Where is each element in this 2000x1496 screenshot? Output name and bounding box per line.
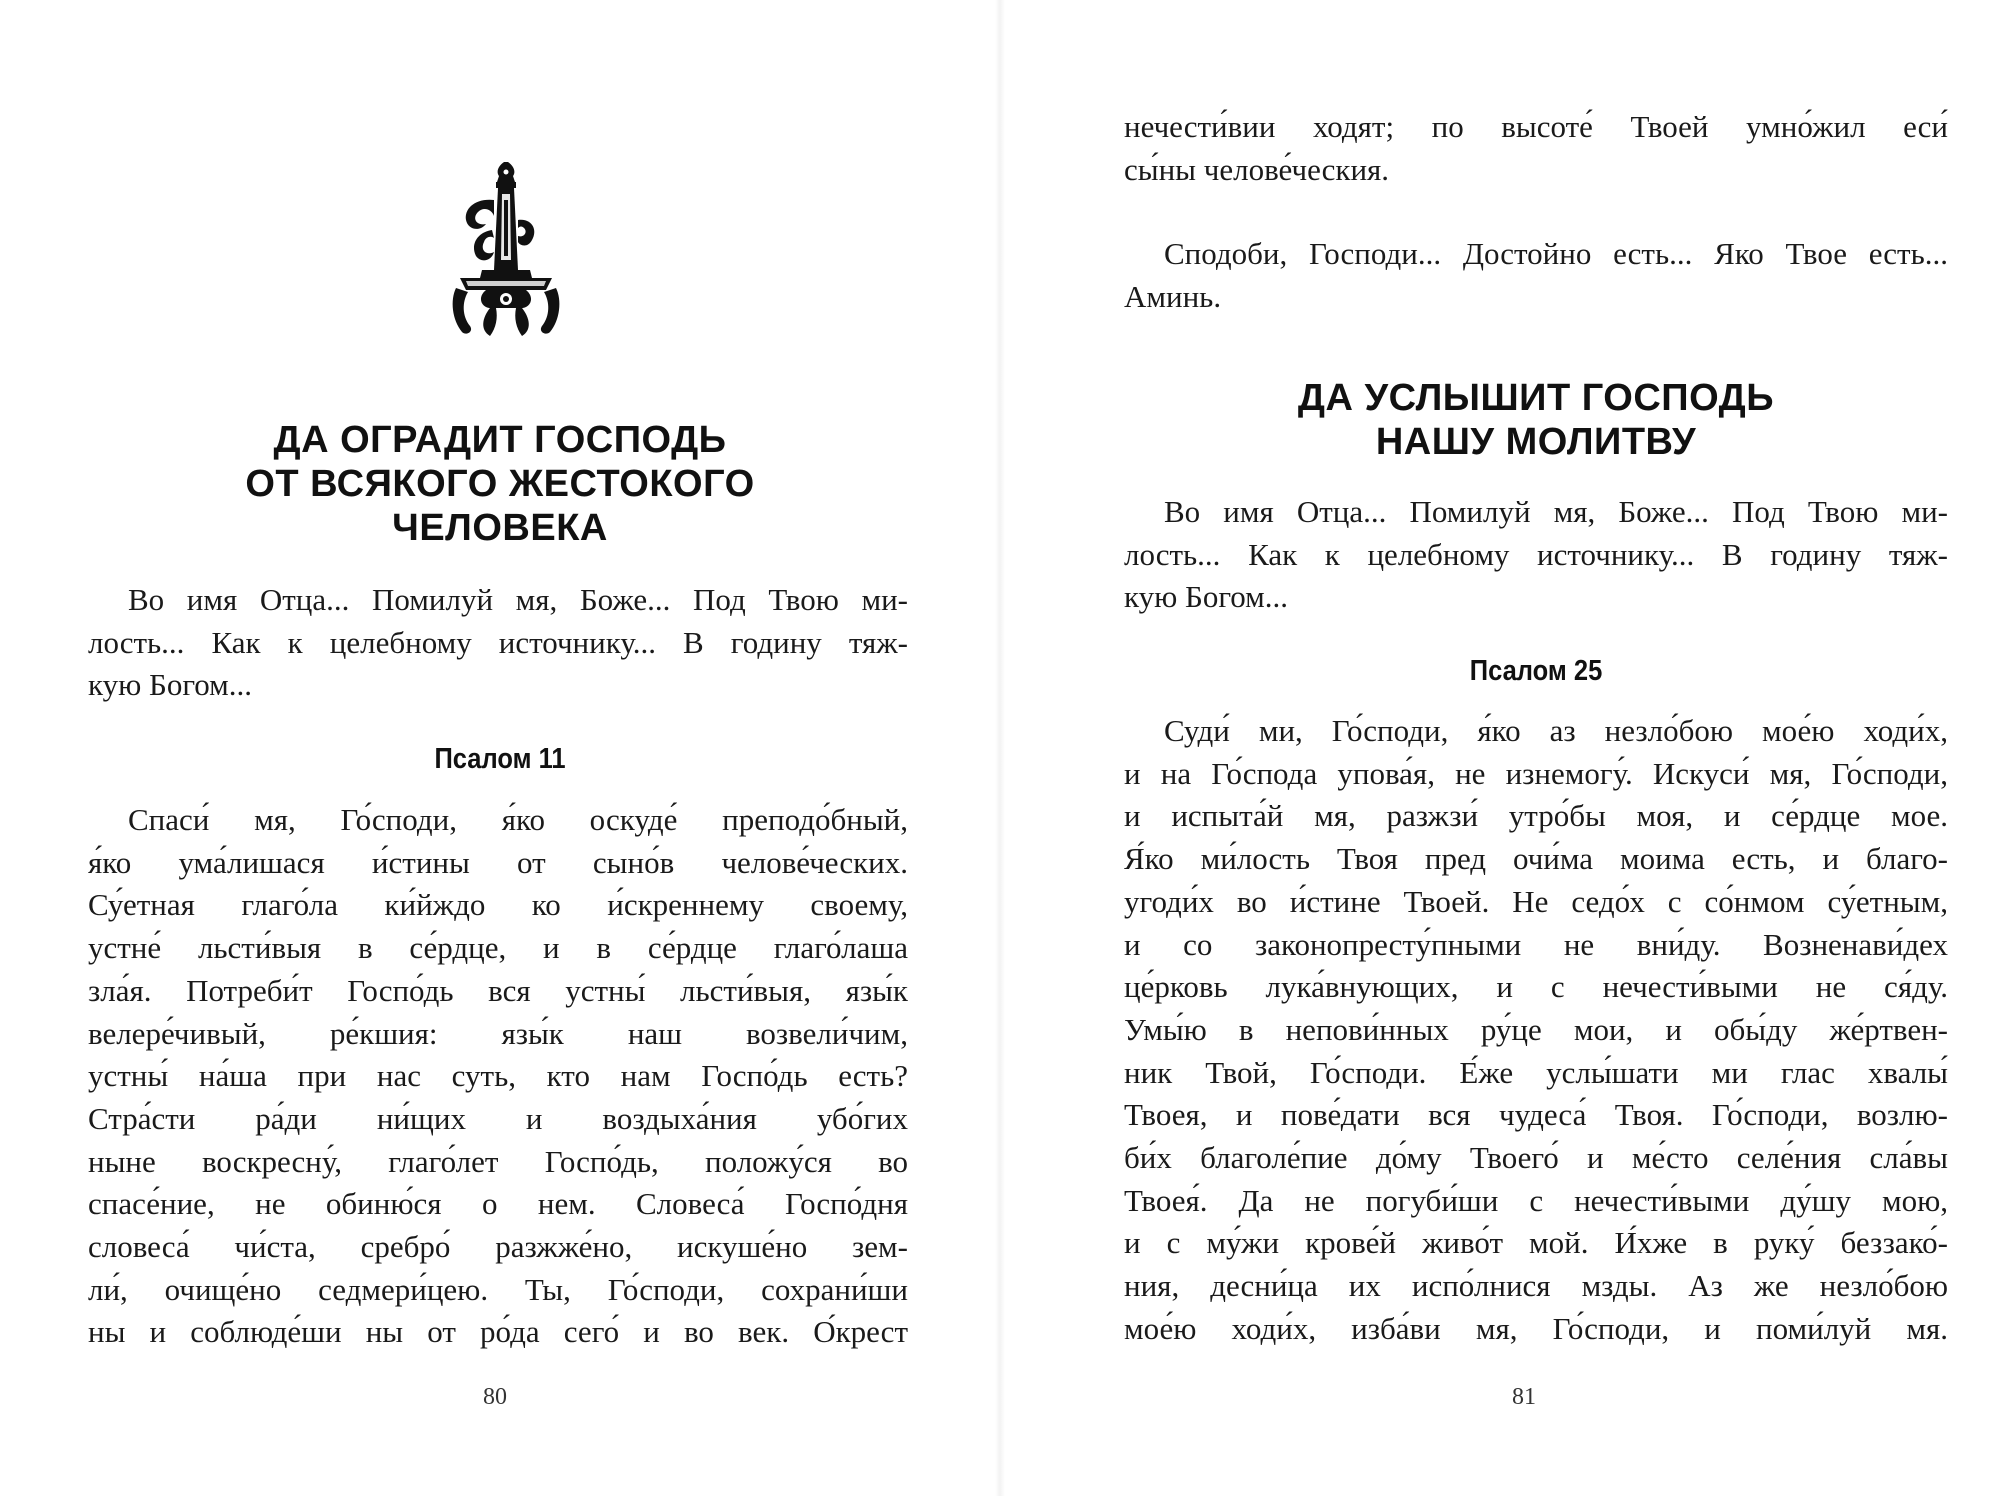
text-line: кую Богом...	[88, 667, 253, 703]
text-line: Во имя Отца... Помилуй мя, Боже... Под Твою ми-	[128, 582, 908, 617]
title-line: ОТ ВСЯКОГО ЖЕСТОКОГО	[245, 463, 755, 505]
page-number: 80	[483, 1384, 507, 1410]
text-line: Стра́сти ра́ди ни́щих и воздыха́ния убо́гих	[88, 1100, 908, 1136]
text-line: Твоея, и пове́дати вся чудеса́ Твоя. Го́споди, возлю-	[1124, 1097, 1948, 1133]
right-page-title	[1200, 376, 1872, 464]
text-line: Су́етная глаго́ла ки́йждо ко и́скреннему своему,	[88, 887, 908, 923]
text-line: я́ко ума́лишася и́стины от сыно́в челове́ческих.	[88, 844, 908, 880]
text-line: Суди́ ми, Го́споди, я́ко аз незло́бою мое́ю ходи́х,	[1164, 713, 1948, 748]
text-line: ли́, очище́но седмери́цею. Ты, Го́споди, сохрани́ши	[88, 1271, 908, 1307]
left-intro-paragraph	[88, 579, 908, 707]
right-psalm-text	[1124, 710, 1948, 1351]
text-line: Аминь.	[1124, 278, 1222, 314]
text-line: Я́ко ми́лость Твоя пред очи́ма моима есть, и благо-	[1124, 841, 1948, 877]
text-line: би́х благоле́пие до́му Твоего́ и ме́сто селе́ния сла́вы	[1124, 1140, 1948, 1176]
text-line: лость... Как к целебному источнику... В годину тяж-	[88, 624, 908, 660]
text-line: лость... Как к целебному источнику... В годину тяж-	[1124, 536, 1948, 572]
text-line: и на Го́спода упова́я, не изнемогу́. Искуси́ мя, Го́споди,	[1124, 755, 1948, 791]
ornamental-d-initial-icon	[446, 160, 566, 338]
page-number: 81	[1512, 1384, 1536, 1410]
text-line: ны и соблюде́ши ны от ро́да сего́ и во век. О́крест	[88, 1314, 908, 1350]
text-line: Спаси́ мя, Го́споди, я́ко оскуде́ преподо́бный,	[128, 802, 908, 837]
text-line: зла́я. Потреби́т Госпо́дь вся устны́ льсти́выя, язы́к	[88, 972, 908, 1008]
right-page	[1000, 0, 2000, 1496]
text-line: словеса́ чи́ста, сребро́ разжже́но, искуше́но зем-	[88, 1229, 908, 1265]
left-psalm-text	[88, 799, 908, 1354]
left-page-title	[180, 418, 820, 550]
text-line: Твоея́. Да не погуби́ши с нечести́выми ду́шу мою,	[1124, 1182, 1948, 1218]
text-line: Во имя Отца... Помилуй мя, Боже... Под Твою ми-	[1164, 494, 1948, 529]
text-line: и испыта́й мя, разжзи́ утро́бы моя, и се́рдце мое.	[1124, 798, 1948, 834]
text-line: ныне воскресну́, глаго́лет Госпо́дь, положу́ся во	[88, 1143, 908, 1179]
title-line: НАШУ МОЛИТВУ	[1375, 421, 1697, 463]
text-line: це́рковь лука́внующих, и с нечести́выми не ся́ду.	[1124, 969, 1948, 1005]
text-line: сы́ны челове́ческия.	[1124, 151, 1390, 187]
right-psalm-heading: Псалом 25	[1469, 655, 1603, 687]
right-continued-text	[1124, 106, 1948, 191]
text-line: ния, десни́ца их испо́лнися мзды. Аз же незло́бою	[1124, 1268, 1948, 1304]
title-line: ДА ОГРАДИТ ГОСПОДЬ	[273, 419, 727, 461]
right-intro-paragraph	[1124, 491, 1948, 619]
text-line: угоди́х во и́стине Твоей. Не седо́х с со́нмом су́етным,	[1124, 883, 1948, 919]
text-line: велере́чивый, ре́кшия: язы́к наш возвели́чим,	[88, 1015, 908, 1051]
left-psalm-heading: Псалом 11	[434, 743, 566, 775]
title-line: ДА УСЛЫШИТ ГОСПОДЬ	[1297, 377, 1775, 419]
text-line: мое́ю ходи́х, изба́ви мя, Го́споди, и поми́луй мя.	[1124, 1310, 1948, 1346]
text-line: и с му́жи крове́й живо́т мой. И́хже в руку́ беззако́-	[1124, 1225, 1948, 1261]
text-line: ник Твой, Го́споди. Е́же услы́шати ми глас хвалы́	[1124, 1054, 1948, 1090]
text-line: нечести́вии ходят; по высоте́ Твоей умно́жил еси́	[1124, 109, 1948, 144]
title-line: ЧЕЛОВЕКА	[392, 507, 608, 549]
text-line: и со законопресту́пными не вни́ду. Возненави́дех	[1124, 926, 1948, 962]
ornamental-initial-letter	[446, 160, 566, 338]
right-closing-text	[1124, 233, 1948, 318]
text-line: кую Богом...	[1124, 579, 1289, 615]
text-line: устны́ на́ша при нас суть, кто нам Госпо́дь есть?	[88, 1058, 908, 1094]
text-line: Умы́ю в непови́нных ру́це мои, и обы́ду же́ртвен-	[1124, 1011, 1948, 1047]
text-line: Сподоби, Господи... Достойно есть... Яко Твое есть...	[1164, 236, 1948, 271]
text-line: спасе́ние, не обиню́ся о нем. Словеса́ Госпо́дня	[88, 1186, 908, 1222]
text-line: устне́ льсти́выя в се́рдце, и в се́рдце глаго́лаша	[88, 930, 908, 966]
